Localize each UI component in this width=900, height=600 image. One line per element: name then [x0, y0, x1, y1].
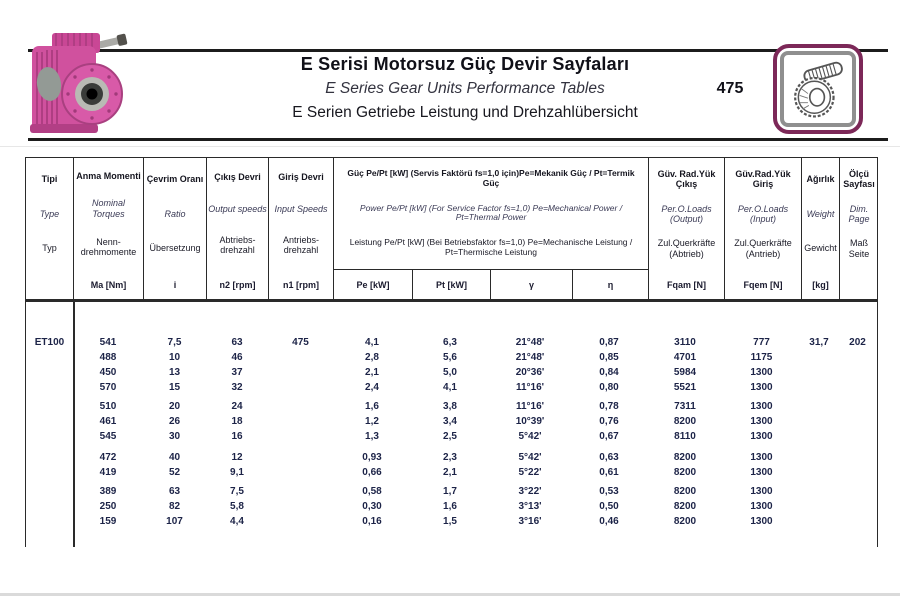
- table-cell: 1300: [750, 516, 773, 527]
- table-cell: 389: [99, 486, 117, 497]
- power-group-label-de: Leistung Pe/Pt [kW] (Bei Betriebsfaktor fs=1,0) Pe=Mechanische Leistung / Pt=Thermische Leistung: [349, 237, 633, 257]
- column-header-guv-radyuk-giris: [724, 158, 801, 299]
- col-unit: [kg]: [812, 279, 829, 290]
- table-cell: [268, 399, 333, 414]
- table-cell: 2,3: [443, 452, 457, 463]
- table-cell: 2,4: [365, 382, 379, 393]
- table-cell: 21°48': [515, 337, 545, 348]
- table-cell: 3,4: [443, 416, 457, 427]
- table-cell: 0,87: [599, 337, 619, 348]
- table-cell: 1300: [750, 382, 773, 393]
- table-cell: [838, 380, 877, 395]
- col-label-de: Zul.Querkräfte (Antrieb): [734, 238, 792, 259]
- table-cell: 8200: [673, 516, 697, 527]
- table-cell: 541: [99, 337, 117, 348]
- col-label-tr: Çevrim Oranı: [146, 174, 204, 185]
- faint-divider: [0, 146, 900, 147]
- table-row: [26, 465, 877, 480]
- table-cell: 3,8: [443, 401, 457, 412]
- title-block: [205, 54, 725, 122]
- table-cell: [838, 429, 877, 444]
- power-group-label-en: Power Pe/Pt [kW] (For Service Factor fs=1,0) Pe=Mechanical Power / Pt=Thermal Power: [359, 202, 623, 223]
- table-cell: 0,85: [599, 352, 619, 363]
- table-cell: 2,1: [443, 467, 457, 478]
- col-label-de: Gewicht: [804, 243, 837, 254]
- table-cell: [838, 514, 877, 529]
- table-cell: 0,53: [599, 486, 619, 497]
- table-cell: 0,93: [362, 452, 382, 463]
- table-cell: [268, 365, 333, 380]
- table-body: [25, 302, 878, 547]
- table-cell: [268, 350, 333, 365]
- table-cell: 1,6: [443, 501, 457, 512]
- table-cell: 7,5: [167, 337, 182, 348]
- table-cell: 777: [753, 337, 770, 348]
- col-label-de: Nenn-drehmomente: [80, 236, 137, 257]
- col-unit: [26, 270, 73, 299]
- table-cell: 8200: [673, 467, 697, 478]
- table-row: [26, 429, 877, 444]
- table-cell: [838, 450, 877, 465]
- table-cell: [26, 465, 73, 480]
- table-cell: 8200: [673, 486, 697, 497]
- table-cell: [800, 499, 838, 514]
- table-cell: [268, 514, 333, 529]
- table-cell: 1300: [750, 367, 773, 378]
- table-cell: [268, 414, 333, 429]
- col-label-en: Per.O.Loads (Output): [661, 203, 712, 224]
- table-cell: 0,67: [599, 431, 619, 442]
- table-cell: 7311: [674, 401, 696, 412]
- table-cell: 1300: [750, 431, 773, 442]
- table-cell: 16: [231, 431, 243, 442]
- table-cell: 1300: [750, 486, 773, 497]
- column-header-tipi: [26, 158, 73, 299]
- col-label-de: Typ: [42, 243, 57, 254]
- col-label-de: Maß Seite: [848, 238, 870, 259]
- table-cell: 1300: [750, 416, 773, 427]
- column-header-cevrim-orani: [143, 158, 206, 299]
- table-cell: 10°39': [515, 416, 545, 427]
- table-cell: 4701: [673, 352, 697, 363]
- table-cell: 159: [99, 516, 117, 527]
- table-cell: 570: [99, 382, 117, 393]
- table-cell: 1,3: [365, 431, 379, 442]
- table-cell: 1300: [750, 452, 773, 463]
- gearbox-photo: [26, 20, 134, 144]
- table-cell: [26, 365, 73, 380]
- table-cell: 250: [99, 501, 117, 512]
- table-cell: 4,1: [443, 382, 457, 393]
- table-cell: 4,1: [365, 337, 379, 348]
- table-cell: 0,61: [599, 467, 619, 478]
- table-cell: 10: [168, 352, 181, 363]
- pink-worm-gearbox-icon: [26, 20, 134, 144]
- table-cell: [268, 380, 333, 395]
- table-cell: 488: [99, 352, 117, 363]
- table-cell: 82: [168, 501, 181, 512]
- table-cell: 0,66: [362, 467, 382, 478]
- table-body-rows: [26, 335, 877, 529]
- table-cell: 3°16': [518, 516, 542, 527]
- col-label-tr: Ağırlık: [806, 174, 835, 185]
- col-label-tr: Anma Momenti: [76, 170, 141, 181]
- column-header-cikis-devri: [206, 158, 268, 299]
- table-cell: 5°22': [518, 467, 542, 478]
- col-unit: Fqem [N]: [743, 279, 783, 290]
- table-cell: 450: [99, 367, 117, 378]
- table-cell: 0,80: [599, 382, 619, 393]
- table-cell: [26, 399, 73, 414]
- unit-eta: η: [572, 270, 648, 299]
- table-cell: 545: [99, 431, 117, 442]
- table-cell: 0,50: [599, 501, 619, 512]
- col-label-tr: Ölçü Sayfası: [843, 168, 875, 190]
- table-cell: [838, 484, 877, 499]
- table-cell: [26, 450, 73, 465]
- table-cell: 475: [292, 337, 309, 348]
- table-row: [26, 514, 877, 529]
- col-label-en: Weight: [806, 208, 835, 219]
- table-cell: 3110: [674, 337, 696, 348]
- table-cell: [800, 484, 838, 499]
- table-cell: 0,84: [599, 367, 619, 378]
- table-cell: 2,1: [365, 367, 379, 378]
- table-cell: 15: [168, 382, 181, 393]
- col-label-tr: Güv.Rad.Yük Giriş: [735, 168, 791, 190]
- table-cell: [838, 350, 877, 365]
- table-row: [26, 450, 877, 465]
- table-cell: [26, 380, 73, 395]
- table-row: [26, 335, 877, 350]
- table-header: [25, 157, 878, 302]
- table-cell: [800, 465, 838, 480]
- table-cell: 32: [231, 382, 243, 393]
- col-unit: Ma [Nm]: [90, 279, 127, 290]
- power-group-label-tr: Güç Pe/Pt [kW] (Servis Faktörü fs=1,0 için)Pe=Mekanik Güç / Pt=Termik Güç: [347, 168, 635, 189]
- page-title-de: E Serien Getriebe Leistung und Drehzahlübersicht: [292, 104, 638, 121]
- page-bottom-edge: [0, 593, 900, 596]
- table-cell: 1175: [750, 352, 773, 363]
- col-unit: n1 [rpm]: [283, 279, 319, 290]
- table-cell: 0,46: [599, 516, 619, 527]
- col-label-en: Type: [39, 208, 60, 219]
- table-cell: 5,8: [230, 501, 244, 512]
- table-cell: [800, 380, 838, 395]
- col-label-en: Input Speeds: [274, 203, 328, 214]
- col-label-de: Zul.Querkräfte (Abtrieb): [657, 238, 716, 259]
- col-unit: Fqam [N]: [667, 279, 706, 290]
- table-row: [26, 365, 877, 380]
- table-cell: 8200: [673, 501, 697, 512]
- table-cell: [838, 365, 877, 380]
- table-cell: 5,0: [443, 367, 457, 378]
- table-row: [26, 414, 877, 429]
- table-cell: 2,8: [365, 352, 379, 363]
- table-cell: 461: [99, 416, 117, 427]
- table-cell: 31,7: [809, 337, 829, 348]
- table-row: [26, 399, 877, 414]
- table-cell: 26: [168, 416, 181, 427]
- table-cell: 5°42': [518, 431, 542, 442]
- col-label-en: Output speeds: [208, 203, 267, 214]
- col-label-tr: Tipi: [41, 174, 58, 185]
- table-cell: [800, 399, 838, 414]
- table-cell: [268, 484, 333, 499]
- table-cell: [800, 450, 838, 465]
- unit-gamma: γ: [490, 270, 572, 299]
- table-cell: 5°42': [518, 452, 542, 463]
- column-header-olcu-sayfasi: [839, 158, 878, 299]
- page-number: 475: [716, 80, 744, 97]
- table-cell: [26, 429, 73, 444]
- table-row: [26, 499, 877, 514]
- table-cell: [26, 350, 73, 365]
- table-cell: 0,63: [599, 452, 619, 463]
- table-cell: 18: [231, 416, 243, 427]
- table-cell: 1300: [750, 501, 773, 512]
- table-cell: 63: [168, 486, 181, 497]
- table-cell: 12: [231, 452, 243, 463]
- column-header-anma-momenti: [73, 158, 143, 299]
- tipi-column-divider: [73, 302, 75, 547]
- col-label-en: Ratio: [164, 208, 186, 219]
- col-label-tr: Güv. Rad.Yük Çıkış: [657, 168, 716, 190]
- table-cell: 1300: [750, 401, 773, 412]
- col-label-tr: Giriş Devri: [278, 172, 324, 183]
- table-cell: 6,3: [443, 337, 457, 348]
- page-title-en: E Series Gear Units Performance Tables: [325, 80, 605, 97]
- table-cell: [800, 350, 838, 365]
- table-cell: [26, 484, 73, 499]
- table-cell: 5,6: [443, 352, 457, 363]
- table-cell: [800, 429, 838, 444]
- column-group-power: [333, 158, 648, 299]
- table-cell: 11°16': [515, 382, 545, 393]
- col-label-de: Abtriebs-drehzahl: [219, 234, 256, 256]
- table-cell: 46: [231, 352, 243, 363]
- table-cell: 8110: [674, 431, 696, 442]
- table-cell: [838, 414, 877, 429]
- table-cell: 52: [168, 467, 181, 478]
- table-row: [26, 350, 877, 365]
- table-cell: 3°13': [518, 501, 542, 512]
- table-cell: 202: [849, 337, 866, 348]
- column-header-guv-radyuk-cikis: [648, 158, 724, 299]
- table-cell: [838, 465, 877, 480]
- worm-gear-icon: [780, 51, 856, 127]
- table-cell: 8200: [673, 452, 697, 463]
- table-cell: 5521: [673, 382, 697, 393]
- table-cell: 7,5: [230, 486, 244, 497]
- table-cell: [800, 365, 838, 380]
- table-cell: 107: [166, 516, 183, 527]
- table-cell: 20: [168, 401, 181, 412]
- col-label-de: Übersetzung: [149, 243, 201, 254]
- col-unit: n2 [rpm]: [219, 279, 256, 290]
- table-cell: 8200: [673, 416, 697, 427]
- series-icon-frame: [773, 44, 863, 134]
- unit-pt: Pt [kW]: [412, 270, 490, 299]
- table-cell: 0,16: [362, 516, 382, 527]
- table-cell: 0,58: [362, 486, 382, 497]
- table-cell: 510: [99, 401, 117, 412]
- col-unit: [840, 270, 878, 299]
- col-unit: i: [173, 279, 177, 290]
- table-cell: 2,5: [443, 431, 457, 442]
- col-label-de: Antriebs-drehzahl: [282, 234, 319, 256]
- table-cell: [800, 514, 838, 529]
- table-cell: 3°22': [518, 486, 542, 497]
- table-cell: 30: [168, 431, 181, 442]
- table-cell: 24: [231, 401, 243, 412]
- table-cell: [26, 514, 73, 529]
- table-cell: ET100: [34, 337, 65, 348]
- table-cell: 472: [99, 452, 117, 463]
- table-cell: [268, 499, 333, 514]
- table-cell: 63: [231, 337, 243, 348]
- col-label-en: Dim. Page: [848, 203, 870, 224]
- table-cell: 13: [168, 367, 181, 378]
- table-cell: 0,76: [599, 416, 619, 427]
- table-cell: [26, 499, 73, 514]
- table-cell: 21°48': [515, 352, 545, 363]
- table-cell: 1,7: [443, 486, 457, 497]
- table-row: [26, 484, 877, 499]
- header-rule-bottom: [28, 138, 888, 141]
- table-cell: 9,1: [230, 467, 244, 478]
- table-cell: [838, 499, 877, 514]
- col-label-en: Nominal Torques: [91, 198, 125, 219]
- header-rule-top: [28, 49, 888, 52]
- table-cell: 0,30: [362, 501, 382, 512]
- table-cell: 40: [168, 452, 181, 463]
- table-cell: [268, 450, 333, 465]
- table-cell: 20°36': [515, 367, 545, 378]
- col-label-en: Per.O.Loads (Input): [737, 203, 789, 224]
- table-row: [26, 380, 877, 395]
- table-cell: 419: [99, 467, 117, 478]
- table-cell: [26, 414, 73, 429]
- table-cell: 37: [231, 367, 243, 378]
- column-header-giris-devri: [268, 158, 333, 299]
- page-title-tr: E Serisi Motorsuz Güç Devir Sayfaları: [300, 54, 630, 74]
- col-label-tr: Çıkış Devri: [214, 172, 261, 183]
- table-cell: 1,5: [443, 516, 457, 527]
- column-header-agirlik: [801, 158, 839, 299]
- table-cell: 4,4: [230, 516, 244, 527]
- table-cell: 5984: [673, 367, 697, 378]
- table-cell: 1,6: [365, 401, 379, 412]
- table-cell: 1,2: [365, 416, 379, 427]
- table-cell: [838, 399, 877, 414]
- table-cell: [268, 465, 333, 480]
- table-cell: [268, 429, 333, 444]
- table-cell: 1300: [750, 467, 773, 478]
- table-cell: [800, 414, 838, 429]
- unit-pe: Pe [kW]: [356, 279, 390, 290]
- table-cell: 0,78: [599, 401, 619, 412]
- table-cell: 11°16': [515, 401, 545, 412]
